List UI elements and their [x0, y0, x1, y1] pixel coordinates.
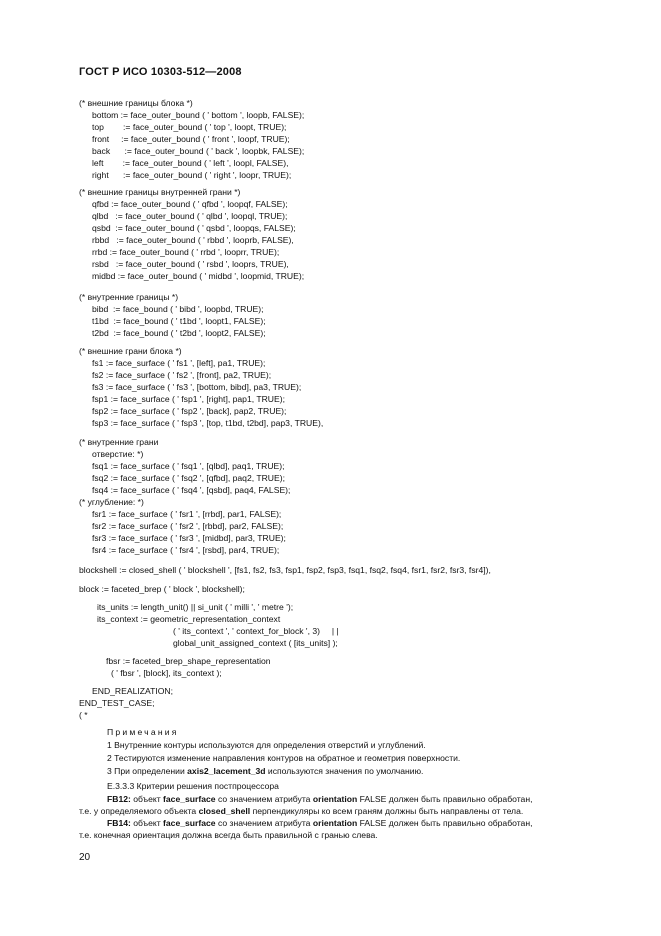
code-line: its_context := geometric_representation_context [97, 614, 281, 624]
fb12-entity: face_surface [163, 794, 216, 804]
fb14-label: FB14: [107, 818, 131, 828]
code-line: qfbd := face_outer_bound ( ' qfbd ', loopqf, FALSE); [92, 199, 288, 209]
code-line: top := face_outer_bound ( ' top ', loopt, TRUE); [92, 122, 287, 132]
criterion-fb12-cont [79, 806, 523, 817]
code-line: its_units := length_unit() || si_unit ( ' milli ', ' metre '); [97, 602, 294, 612]
code-line: fsr4 := face_surface ( ' fsr4 ', [rsbd], par4, TRUE); [92, 545, 280, 555]
code-line: fsp3 := face_surface ( ' fsp3 ', [top, t1bd, t2bd], pap3, TRUE), [92, 418, 324, 428]
code-line: fs3 := face_surface ( ' fs3 ', [bottom, bibd], pa3, TRUE); [92, 382, 302, 392]
note-1: 1 Внутренние контуры используются для определения отверстий и углублений. [107, 740, 426, 750]
fb12-text: т.е. у определяемого объекта [79, 806, 199, 816]
code-line: bottom := face_outer_bound ( ' bottom ', loopb, FALSE); [92, 110, 305, 120]
code-line: fs2 := face_surface ( ' fs2 ', [front], pa2, TRUE); [92, 370, 272, 380]
fb14-text: со значением атрибута [215, 818, 313, 828]
code-line: fbsr := faceted_brep_shape_representation [106, 656, 271, 666]
fb12-text: FALSE должен быть правильно обработан, [357, 794, 533, 804]
criteria-title: Е.3.3.3 Критерии решения постпроцессора [107, 781, 279, 791]
fb12-attribute: orientation [312, 794, 358, 804]
fb12-text: со значением атрибута [215, 794, 313, 804]
code-line: fsp2 := face_surface ( ' fsp2 ', [back], pap2, TRUE); [92, 406, 287, 416]
fb14-entity: face_surface [163, 818, 216, 828]
code-line: front := face_outer_bound ( ' front ', loopf, TRUE); [92, 134, 290, 144]
code-line: fsq4 := face_surface ( ' fsq4 ', [qsbd], paq4, FALSE); [92, 485, 291, 495]
code-line: (* внешние границы блока *) [79, 98, 193, 108]
code-line: t2bd := face_bound ( ' t2bd ', loopt2, FALSE); [92, 328, 266, 338]
code-line: qlbd := face_outer_bound ( ' qlbd ', loopql, TRUE); [92, 211, 288, 221]
code-line: blockshell := closed_shell ( ' blockshell ', [fs1, fs2, fs3, fsp1, fsp2, fsp3, fsq1, fsq2, fsq4, fsr1, fsr2, fsr3, fsr4]), [79, 565, 491, 575]
code-line: block := faceted_brep ( ' block ', blockshell); [79, 584, 245, 594]
note-2: 2 Тестируются изменение направления контуров на обратное и геометрия поверхности. [107, 753, 461, 763]
code-line: отверстие: *) [92, 449, 144, 459]
code-line: ( ' fbsr ', [block], its_context ); [111, 668, 222, 678]
code-line: fsr3 := face_surface ( ' fsr3 ', [midbd], par3, TRUE); [92, 533, 286, 543]
code-line: fs1 := face_surface ( ' fs1 ', [left], pa1, TRUE); [92, 358, 266, 368]
fb12-label: FB12: [107, 794, 131, 804]
notes-heading: Примечания [107, 727, 179, 737]
document-header: ГОСТ Р ИСО 10303-512—2008 [79, 66, 242, 78]
code-line: (* углубление: *) [79, 497, 144, 507]
page-number: 20 [79, 852, 91, 863]
code-line: fsp1 := face_surface ( ' fsp1 ', [right], pap1, TRUE); [92, 394, 285, 404]
code-line: back := face_outer_bound ( ' back ', loopbk, FALSE); [92, 146, 305, 156]
code-line: END_TEST_CASE; [79, 698, 155, 708]
code-line: ( * [79, 710, 88, 720]
note-3-text-end: используются значения по умолчанию. [265, 766, 424, 776]
fb12-entity: closed_shell [198, 806, 251, 816]
code-line: fsq1 := face_surface ( ' fsq1 ', [qlbd], paq1, TRUE); [92, 461, 285, 471]
note-3-text: 3 При определении [107, 766, 188, 776]
fb12-text: перпендикуляры ко всем граням должны быть направлены от тела. [250, 806, 524, 816]
code-line: midbd := face_outer_bound ( ' midbd ', loopmid, TRUE); [92, 271, 305, 281]
fb12-text: объект [130, 794, 164, 804]
code-line: (* внешние грани блока *) [79, 346, 182, 356]
fb14-text: объект [130, 818, 164, 828]
code-line: (* внутренние границы *) [79, 292, 179, 302]
code-line: left := face_outer_bound ( ' left ', loopl, FALSE), [92, 158, 289, 168]
note-3 [107, 766, 423, 777]
code-line: fsr1 := face_surface ( ' fsr1 ', [rrbd], par1, FALSE); [92, 509, 282, 519]
code-line: rsbd := face_outer_bound ( ' rsbd ', looprs, TRUE), [92, 259, 289, 269]
fb14-attribute: orientation [312, 818, 358, 828]
code-line: rbbd := face_outer_bound ( ' rbbd ', looprb, FALSE), [92, 235, 294, 245]
code-line: qsbd := face_outer_bound ( ' qsbd ', loopqs, FALSE); [92, 223, 296, 233]
code-line: END_REALIZATION; [92, 686, 174, 696]
code-line: global_unit_assigned_context ( [its_units] ); [173, 638, 338, 648]
code-line: fsr2 := face_surface ( ' fsr2 ', [rbbd], par2, FALSE); [92, 521, 284, 531]
code-line: fsq2 := face_surface ( ' fsq2 ', [qfbd], paq2, TRUE); [92, 473, 285, 483]
code-line: right := face_outer_bound ( ' right ', loopr, TRUE); [92, 170, 292, 180]
code-line: (* внутренние грани [79, 437, 159, 447]
code-line: t1bd := face_bound ( ' t1bd ', loopt1, FALSE); [92, 316, 266, 326]
criterion-fb14 [107, 818, 532, 829]
criterion-fb12 [107, 794, 532, 805]
fb14-text: FALSE должен быть правильно обработан, [357, 818, 533, 828]
code-line: bibd := face_bound ( ' bibd ', loopbd, TRUE); [92, 304, 264, 314]
code-line: ( ' its_context ', ' context_for_block ', 3) | | [173, 626, 339, 636]
code-line: rrbd := face_outer_bound ( ' rrbd ', looprr, TRUE); [92, 247, 280, 257]
code-line: (* внешние границы внутренней грани *) [79, 187, 241, 197]
note-3-entity: axis2_lacement_3d [187, 766, 266, 776]
criterion-fb14-cont: т.е. конечная ориентация должна всегда быть правильной с гранью слева. [79, 830, 378, 840]
